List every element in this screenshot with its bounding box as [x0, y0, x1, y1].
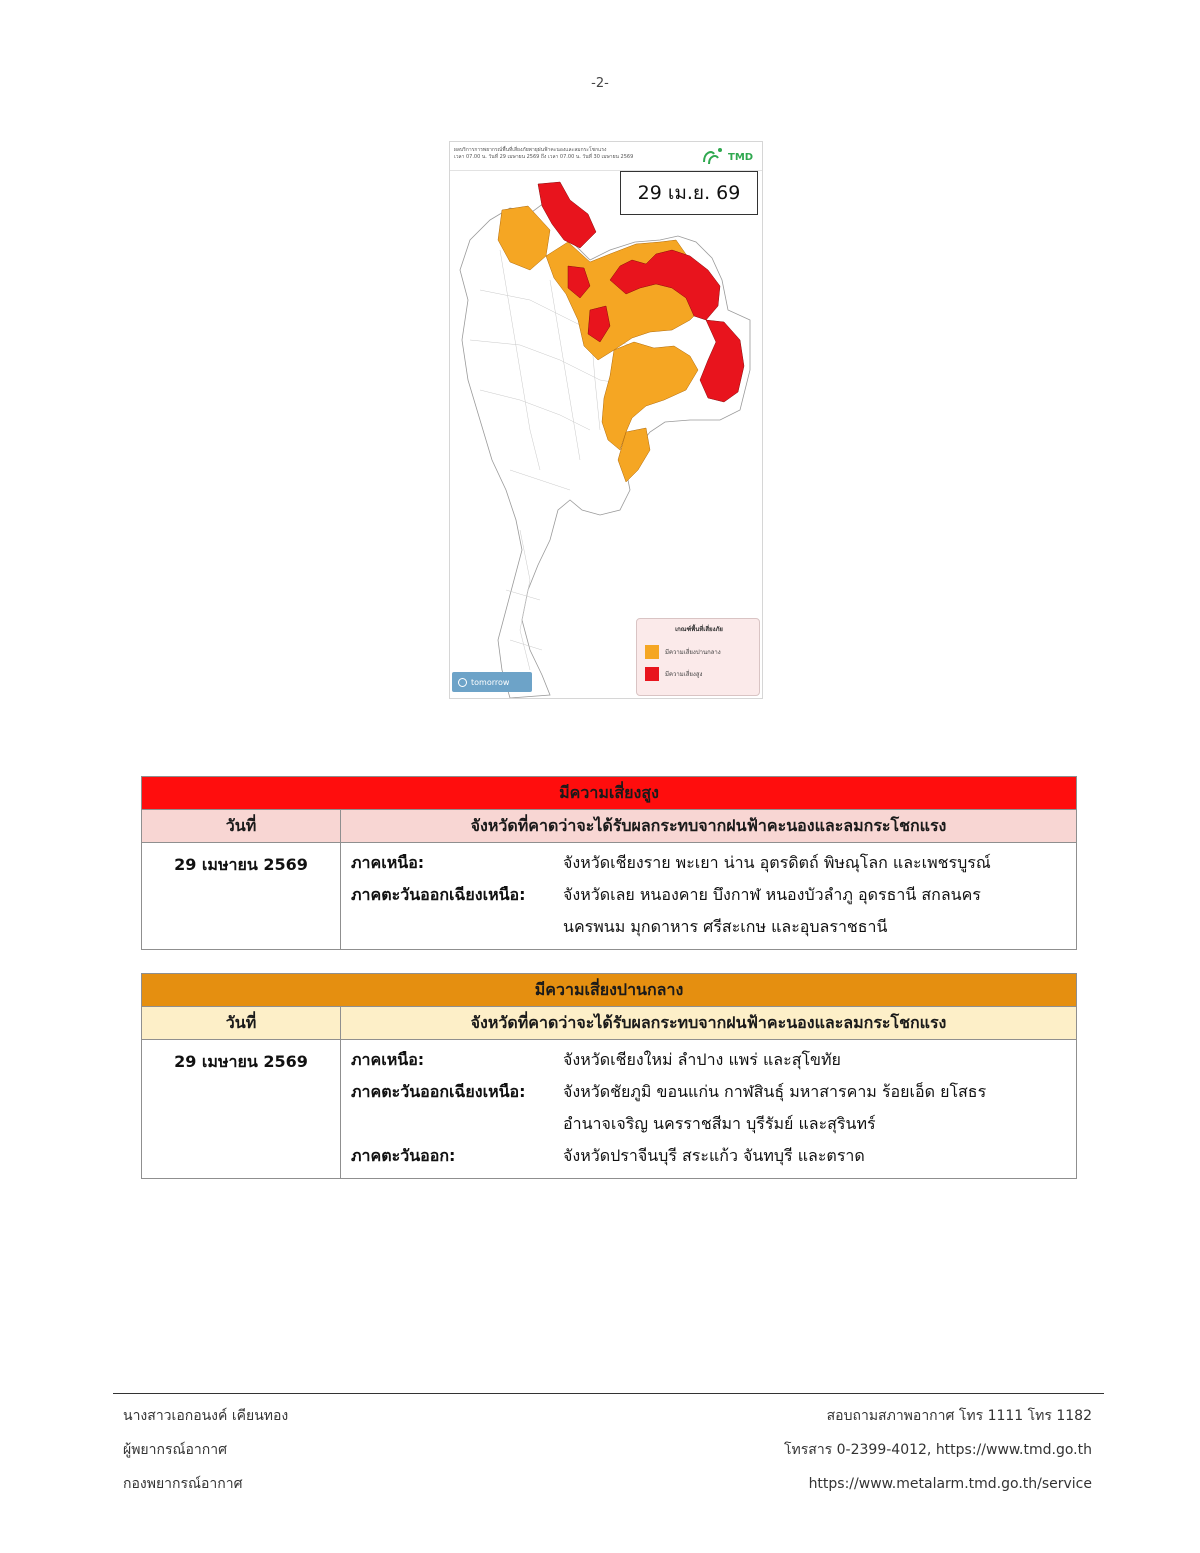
page-number: -2-	[591, 76, 609, 91]
list-item	[351, 1140, 1068, 1172]
tmd-logo-icon	[700, 146, 756, 166]
forecaster-name: นางสาวเอกอนงค์ เคียนทอง	[123, 1408, 289, 1424]
region-provinces: จังหวัดเชียงราย พะเยา น่าน อุตรดิตถ์ พิษณุโลก และเพชรบูรณ์	[563, 853, 991, 872]
legend-swatch-high	[645, 667, 659, 681]
legend-label-high: มีความเสี่ยงสูง	[665, 671, 703, 678]
region-provinces: จังหวัดเลย หนองคาย บึงกาฬ หนองบัวลำภู อุดรธานี สกลนคร นครพนม มุกดาหาร ศรีสะเกษ และอุบลราชธานี	[563, 885, 981, 936]
map-header-line-2: เวลา 07.00 น. วันที่ 29 เมษายน 2569 ถึง เวลา 07.00 น. วันที่ 30 เมษายน 2569	[454, 154, 634, 160]
region-name: ภาคตะวันออกเฉียงเหนือ:	[351, 885, 526, 904]
contact-phone: สอบถามสภาพอากาศ โทร 1111 โทร 1182	[826, 1408, 1092, 1424]
high-risk-band-title: มีความเสี่ยงสูง	[142, 777, 1077, 810]
region-name: ภาคตะวันออกเฉียงเหนือ:	[351, 1082, 526, 1101]
high-risk-regions	[341, 843, 1077, 950]
footer-signature	[123, 1399, 288, 1501]
high-risk-col-provinces: จังหวัดที่คาดว่าจะได้รับผลกระทบจากฝนฟ้าคะนองและลมกระโชกแรง	[341, 810, 1077, 843]
list-item	[351, 879, 1068, 943]
moderate-risk-date: 29 เมษายน 2569	[142, 1040, 341, 1179]
tomorrow-badge	[452, 672, 532, 692]
map-header-text	[454, 147, 704, 161]
list-item	[351, 847, 1068, 879]
high-risk-table	[141, 776, 1077, 950]
table-row	[142, 843, 1077, 950]
high-risk-date: 29 เมษายน 2569	[142, 843, 341, 950]
risk-map-figure	[449, 141, 763, 699]
forecaster-division: กองพยากรณ์อากาศ	[123, 1476, 243, 1492]
tomorrow-logo-icon	[458, 678, 467, 687]
moderate-risk-table	[141, 973, 1077, 1179]
region-name: ภาคตะวันออก:	[351, 1146, 456, 1165]
moderate-risk-col-date: วันที่	[142, 1007, 341, 1040]
moderate-risk-regions	[341, 1040, 1077, 1179]
list-item	[351, 1044, 1068, 1076]
map-header-line-1: ผลบริการการพยากรณ์พื้นที่เสี่ยงภัยพายุฝนฟ้าคะนองและลมกระโชกแรง	[454, 147, 607, 153]
footer-divider	[113, 1393, 1104, 1394]
region-name: ภาคเหนือ:	[351, 1050, 425, 1069]
region-provinces: จังหวัดเชียงใหม่ ลำปาง แพร่ และสุโขทัย	[563, 1050, 841, 1069]
footer-contact	[784, 1399, 1092, 1501]
moderate-risk-band-title: มีความเสี่ยงปานกลาง	[142, 974, 1077, 1007]
tmd-logo-text: TMD	[728, 152, 754, 163]
map-legend	[636, 618, 760, 696]
contact-service-link[interactable]: https://www.metalarm.tmd.go.th/service	[808, 1476, 1092, 1492]
region-name: ภาคเหนือ:	[351, 853, 425, 872]
high-risk-col-date: วันที่	[142, 810, 341, 843]
moderate-risk-col-provinces: จังหวัดที่คาดว่าจะได้รับผลกระทบจากฝนฟ้าคะนองและลมกระโชกแรง	[341, 1007, 1077, 1040]
map-date-label: 29 เม.ย. 69	[620, 171, 758, 215]
list-item	[351, 1076, 1068, 1140]
legend-title: เกณฑ์พื้นที่เสี่ยงภัย	[675, 626, 723, 633]
legend-label-moderate: มีความเสี่ยงปานกลาง	[665, 649, 721, 656]
region-provinces: จังหวัดปราจีนบุรี สระแก้ว จันทบุรี และตราด	[563, 1146, 865, 1165]
region-provinces: จังหวัดชัยภูมิ ขอนแก่น กาฬสินธุ์ มหาสารคาม ร้อยเอ็ด ยโสธร อำนาจเจริญ นครราชสีมา บุรีรัมย์ และสุรินทร์	[563, 1082, 987, 1133]
contact-fax-website[interactable]: โทรสาร 0-2399-4012, https://www.tmd.go.th	[784, 1442, 1092, 1458]
forecaster-title: ผู้พยากรณ์อากาศ	[123, 1442, 227, 1458]
table-row	[142, 1040, 1077, 1179]
tomorrow-badge-text: tomorrow	[471, 677, 510, 687]
legend-swatch-moderate	[645, 645, 659, 659]
map-header	[450, 142, 762, 171]
